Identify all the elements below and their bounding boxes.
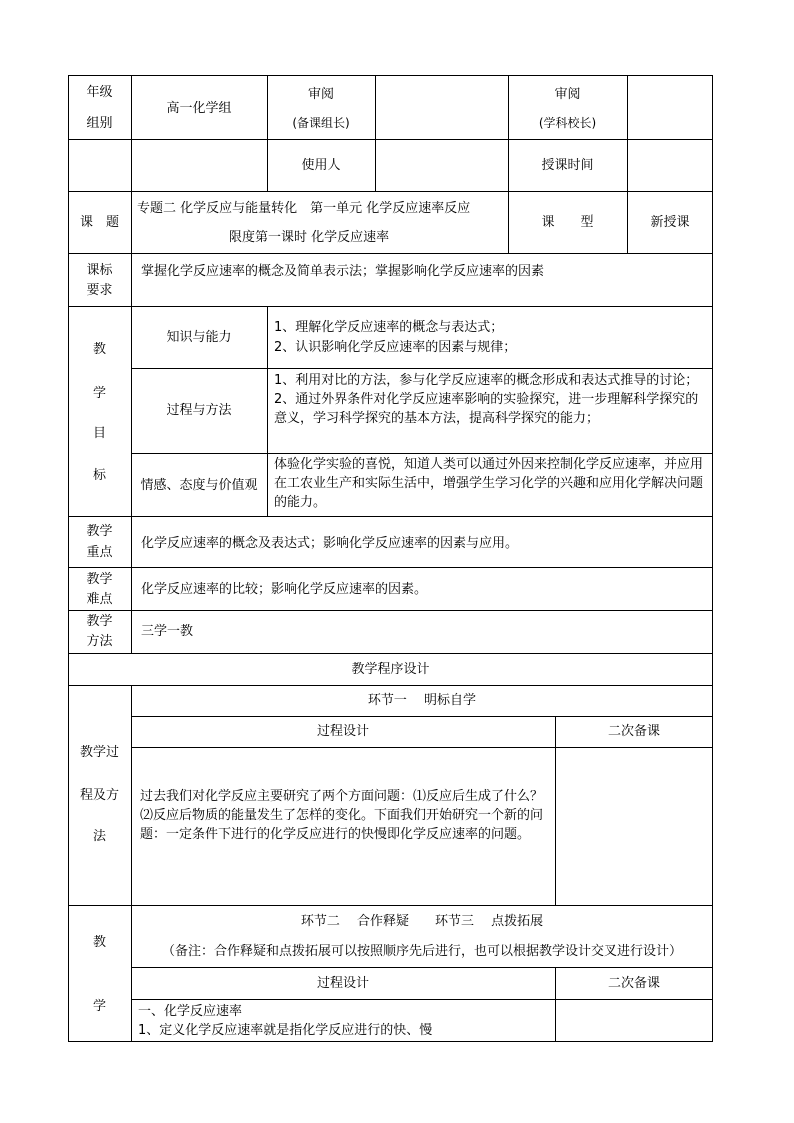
knowledge-label: 知识与能力 (166, 330, 232, 345)
standard-label: 要求 (86, 283, 113, 298)
review-label: 审阅 (554, 87, 581, 102)
goals-label-char: 标 (92, 468, 106, 483)
process-column-header: 过程设计 (316, 724, 369, 739)
section1-label: 程及方 (79, 788, 119, 803)
difficulty-label: 难点 (86, 592, 113, 607)
topic-label: 课 题 (79, 215, 119, 230)
method-label: 教学 (86, 614, 113, 629)
group-value: 高一化学组 (166, 101, 232, 116)
process-label: 过程与方法 (166, 403, 232, 418)
knowledge-item: 1、理解化学反应速率的概念与表达式； (274, 320, 504, 335)
section2-label: 学 (92, 999, 106, 1014)
notes-column-header: 二次备课 (607, 724, 660, 739)
section1-label: 教学过 (79, 745, 119, 760)
method-label: 方法 (86, 634, 113, 649)
lesson-type-value: 新授课 (650, 215, 690, 230)
user-label: 使用人 (301, 158, 341, 173)
key-points-label: 教学 (86, 524, 113, 539)
difficulty-text: 化学反应速率的比较；影响化学反应速率的因素。 (141, 582, 428, 597)
program-title: 教学程序设计 (351, 662, 430, 677)
notes-column-header: 二次备课 (607, 976, 660, 991)
review-role: (学科校长) (538, 116, 597, 130)
time-label: 授课时间 (541, 158, 594, 173)
goals-label-char: 教 (92, 342, 106, 357)
standard-text: 掌握化学反应速率的概念及简单表示法；掌握影响化学反应速率的因素 (141, 264, 545, 279)
emotion-label: 情感、态度与价值观 (140, 478, 258, 493)
review-role: (备课组长) (292, 116, 350, 130)
topic-line-1: 专题二 化学反应与能量转化 第一单元 化学反应速率反应 (137, 201, 471, 216)
emotion-text: 体验化学实验的喜悦，知道人类可以通过外因来控制化学反应速率，并应用在工农业生产和实际生活中，增强学生学习化学的兴趣和应用化学解决问题的能力。 (274, 457, 704, 510)
section1-content: 过去我们对化学反应主要研究了两个方面问题：⑴反应后生成了什么？⑵反应后物质的能量发生了怎样的变化。下面我们开始研究一个新的问题：一定条件下进行的化学反应进行的快慢即化学反应速率的问题。 (140, 789, 544, 842)
group-label: 组别 (86, 116, 113, 131)
knowledge-item: 2、认识影响化学反应速率的因素与规律； (274, 340, 517, 355)
method-text: 三学一教 (141, 624, 194, 639)
process-column-header: 过程设计 (316, 976, 369, 991)
standard-label: 课标 (86, 263, 113, 278)
key-points-label: 重点 (86, 545, 113, 560)
review-label: 审阅 (307, 87, 334, 102)
lesson-type-label: 课 型 (541, 215, 594, 230)
topic-line-2: 限度第一课时 化学反应速率 (229, 230, 390, 245)
section1-label: 法 (92, 829, 106, 844)
goals-label-char: 学 (92, 386, 106, 401)
section1-heading: 环节一 明标自学 (367, 693, 477, 708)
section2-content: 一、化学反应速率 (138, 1004, 243, 1019)
difficulty-label: 教学 (86, 572, 113, 587)
process-text: 1、利用对比的方法，参与化学反应速率的概念形成和表达式推导的讨论； 2、通过外界条件对化学反应速率影响的实验探究，进一步理解科学探究的意义，学习科学探究的基本方法，提高科学探究的能力； (274, 373, 699, 426)
key-points-text: 化学反应速率的概念及表达式；影响化学反应速率的因素与应用。 (141, 536, 519, 551)
grade-label: 年级 (86, 85, 113, 100)
section2-label: 教 (92, 935, 106, 950)
section2-content: 1、定义化学反应速率就是指化学反应进行的快、慢 (138, 1023, 433, 1038)
section2-note: （备注：合作释疑和点拨拓展可以按照顺序先后进行，也可以根据教学设计交叉进行设计） (161, 944, 682, 959)
section2-heading: 环节二 合作释疑 环节三 点拨拓展 (300, 914, 544, 929)
goals-label-char: 目 (92, 426, 106, 441)
